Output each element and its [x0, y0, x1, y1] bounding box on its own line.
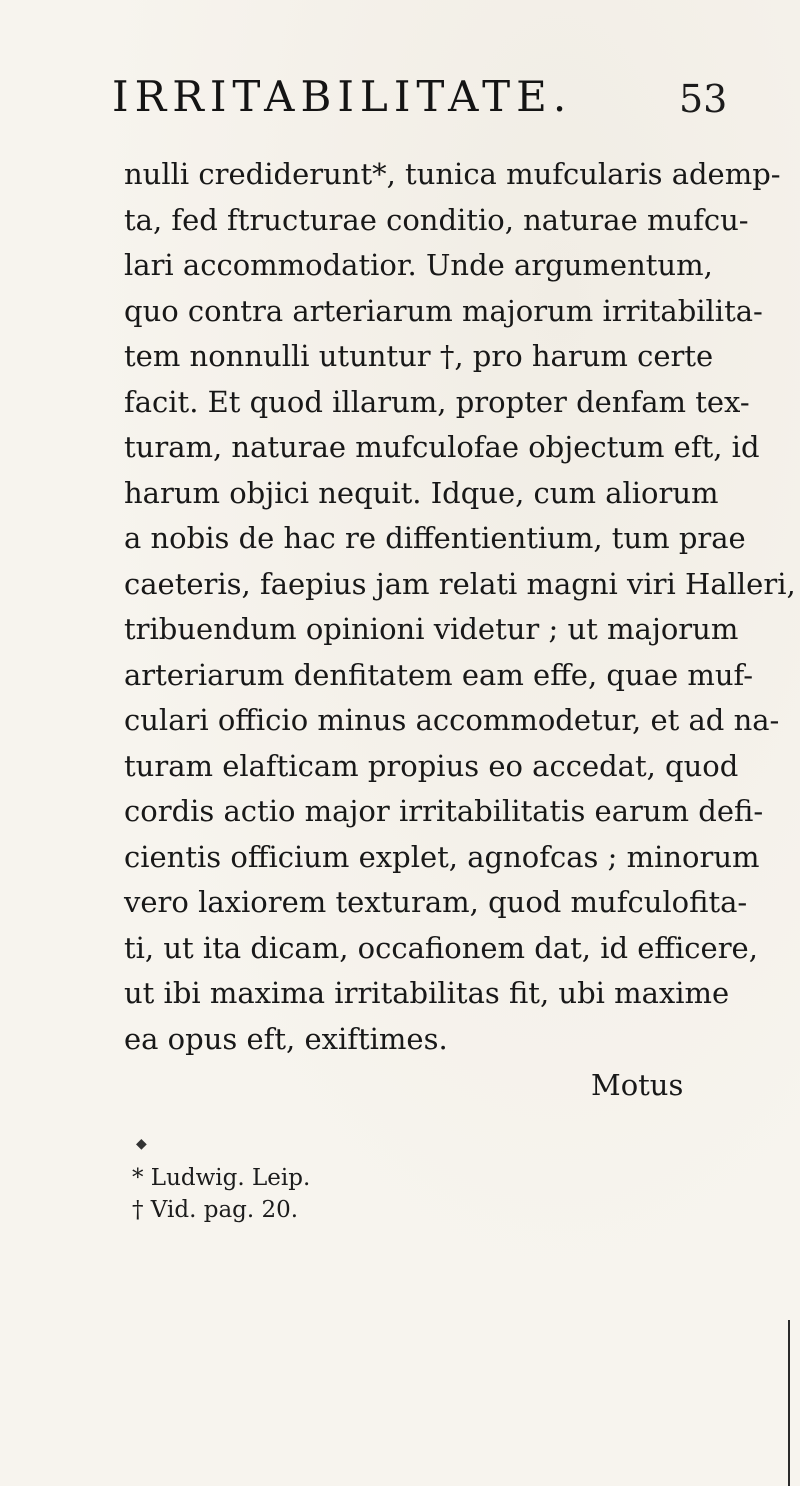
text-line: harum objici nequit. Idque, cum aliorum	[124, 475, 719, 510]
text-line: ea opus eft, exiftimes.	[124, 1021, 448, 1056]
text-line: quo contra arteriarum majorum irritabilita-	[124, 293, 763, 328]
catchword: Motus	[591, 1068, 684, 1102]
text-line: turam, naturae mufculofae objectum eft, id	[124, 430, 760, 464]
page-number: 53	[679, 77, 728, 121]
footnotes	[132, 1162, 432, 1226]
text-line: arteriarum denfitatem eam effe, quae muf-	[124, 657, 753, 692]
footnote: * Ludwig. Leip.	[132, 1165, 311, 1191]
text-line: ti, ut ita dicam, occafionem dat, id efficere,	[124, 930, 758, 965]
text-line: caeteris, faepius jam relati magni viri Halleri,	[124, 566, 796, 601]
page-edge-shadow	[788, 1320, 790, 1486]
text-line: cientis officium explet, agnofcas ; minorum	[124, 839, 760, 874]
running-head	[112, 72, 728, 122]
text-line: ut ibi maxima irritabilitas fit, ubi maxime	[124, 976, 730, 1010]
text-line: tem nonnulli utuntur †, pro harum certe	[124, 339, 714, 373]
text-line: tribuendum opinioni videtur ; ut majorum	[124, 612, 739, 646]
text-line: culari officio minus accommodetur, et ad na-	[124, 703, 780, 737]
text-line: ta, fed ftructurae conditio, naturae mufcu-	[124, 202, 749, 237]
text-line: facit. Et quod illarum, propter denfam tex-	[124, 384, 750, 419]
text-line: turam elafticam propius eo accedat, quod	[124, 748, 739, 783]
footnote: † Vid. pag. 20.	[132, 1197, 299, 1223]
text-line: lari accommodatior. Unde argumentum,	[124, 248, 713, 282]
running-title: IRRITABILITATE.	[112, 72, 573, 121]
text-line: cordis actio major irritabilitatis earum defi-	[124, 794, 764, 828]
ink-speck: ◆	[136, 1136, 147, 1152]
text-line: nulli crediderunt*, tunica mufcularis ademp-	[124, 157, 781, 191]
body-text	[124, 152, 796, 1062]
text-line: a nobis de hac re diffentientium, tum prae	[124, 521, 746, 555]
text-line: vero laxiorem texturam, quod mufculofita-	[124, 885, 748, 919]
